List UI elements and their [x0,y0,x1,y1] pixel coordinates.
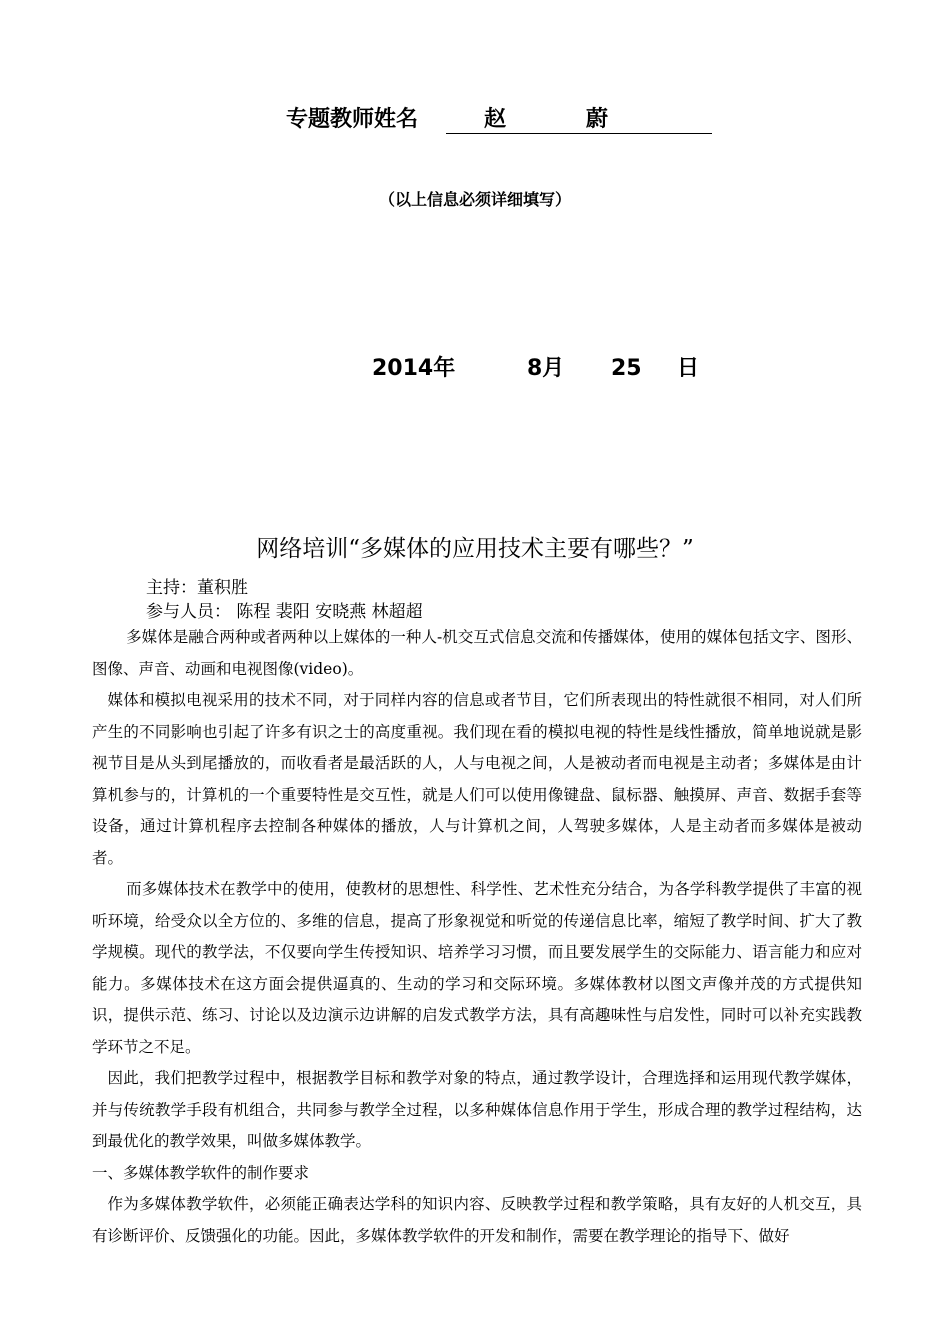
teacher-name-field [446,105,712,134]
teacher-name-char-2: 蔚 [586,107,609,132]
article-host: 主持：董积胜 [146,578,248,598]
fill-notice: （以上信息必须详细填写） [378,190,571,209]
article-participants: 参与人员： 陈程 裴阳 安晓燕 林超超 [146,602,423,622]
date-month: 8月 [527,356,565,381]
teacher-name-label: 专题教师姓名 [286,107,419,132]
date-day: 25 [611,356,642,381]
paragraph: 多媒体是融合两种或者两种以上媒体的一种人-机交互式信息交流和传播媒体，使用的媒体包括文字、图形、图像、声音、动画和电视图像(video)。 [92,628,862,678]
paragraph: 媒体和模拟电视采用的技术不同，对于同样内容的信息或者节目，它们所表现出的特性就很不相同，对人们所产生的不同影响也引起了许多有识之士的高度重视。我们现在看的模拟电视的特性是线性播放，简单地说就是影视节目是从头到尾播放的，而收看者是最活跃的人，人与电视之间，人是被动者而电视是主动者；多媒体是由计算机参与的，计算机的一个重要特性是交互性，就是人们可以使用像键盘、鼠标器、触摸屏、声音、数据手套等设备，通过计算机程序去控制各种媒体的播放，人与计算机之间，人驾驶多媒体，人是主动者而多媒体是被动者。 [92,691,862,867]
teacher-name-row [286,105,712,135]
paragraph: 因此，我们把教学过程中，根据教学目标和教学对象的特点，通过教学设计，合理选择和运用现代教学媒体，并与传统教学手段有机组合，共同参与教学全过程，以多种媒体信息作用于学生，形成合理的教学过程结构，达到最优化的教学效果，叫做多媒体教学。 [92,1069,862,1150]
paragraph: 作为多媒体教学软件，必须能正确表达学科的知识内容、反映教学过程和教学策略，具有友好的人机交互，具有诊断评价、反馈强化的功能。因此，多媒体教学软件的开发和制作，需要在教学理论的指导下、做好 [92,1195,862,1245]
teacher-name-char-1: 赵 [484,107,507,132]
date-year: 2014年 [372,356,456,381]
article-body [92,622,862,1252]
paragraph: 而多媒体技术在教学中的使用，使教材的思想性、科学性、艺术性充分结合，为各学科教学提供了丰富的视听环境，给受众以全方位的、多维的信息，提高了形象视觉和听觉的传递信息比率，缩短了教学时间、扩大了教学规模。现代的教学法，不仅要向学生传授知识、培养学习习惯，而且要发展学生的交际能力、语言能力和应对能力。多媒体技术在这方面会提供逼真的、生动的学习和交际环境。多媒体教材以图文声像并茂的方式提供知识，提供示范、练习、讨论以及边演示边讲解的启发式教学方法，具有高趣味性与启发性，同时可以补充实践教学环节之不足。 [92,880,862,1056]
date-day-unit: 日 [677,356,700,381]
article-title: 网络培训“多媒体的应用技术主要有哪些？” [256,536,694,562]
section-heading: 一、多媒体教学软件的制作要求 [92,1163,310,1182]
